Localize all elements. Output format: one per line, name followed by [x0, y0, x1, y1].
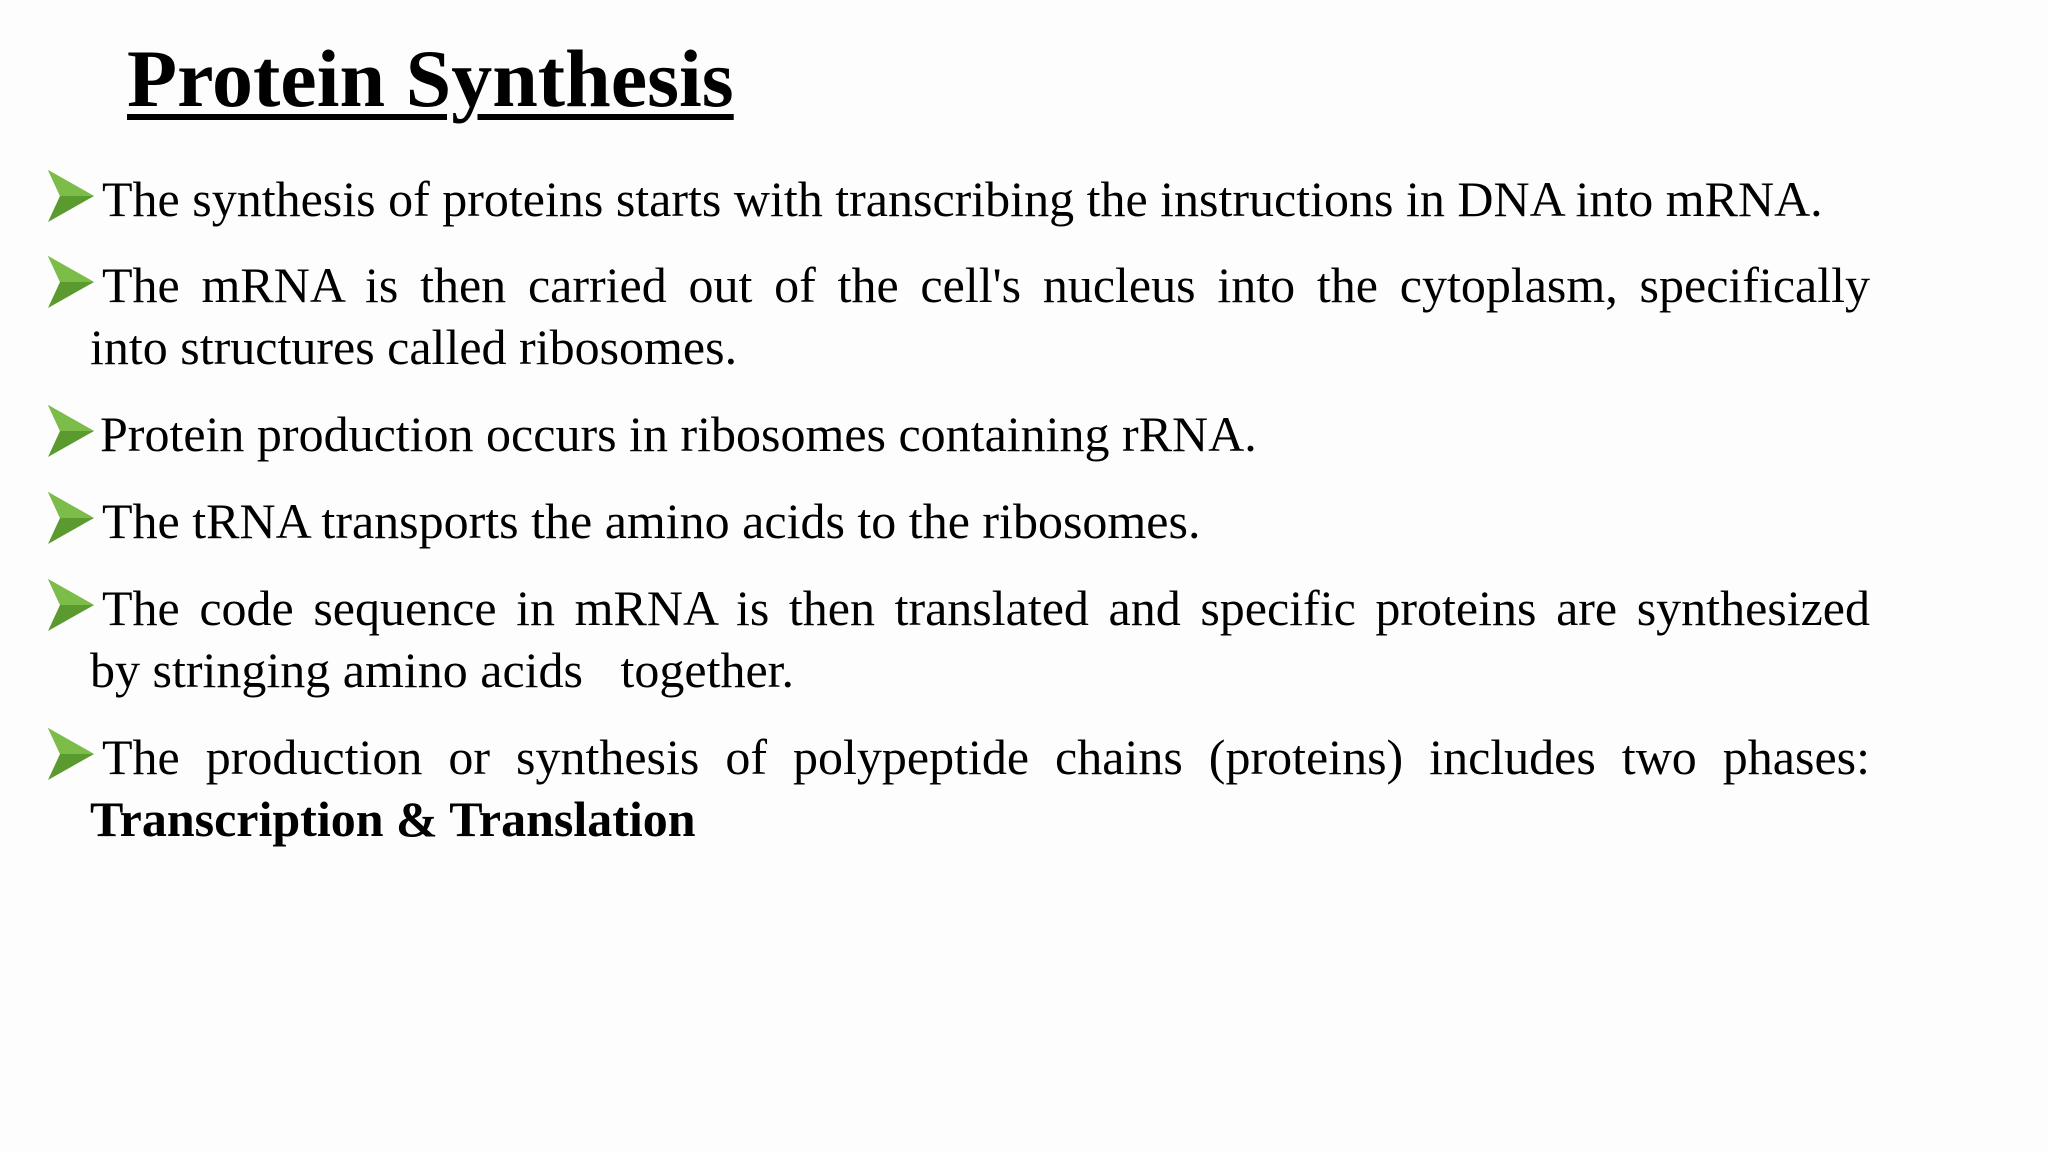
bullet-text: The production or synthesis of polypeptide chains (proteins) includes two phases:	[102, 729, 1870, 785]
arrow-bullet-icon	[46, 403, 96, 459]
bullet-text: The tRNA transports the amino acids to the ribosomes.	[102, 493, 1201, 549]
bullet-text: The code sequence in mRNA is then translated and specific proteins are synthesized	[102, 580, 1870, 636]
slide-title: Protein Synthesis	[127, 33, 734, 124]
bullet-text-continuation: into structures called ribosomes.	[90, 319, 738, 375]
arrow-bullet-icon	[46, 577, 96, 633]
arrow-bullet-icon	[46, 726, 96, 782]
bullet-text: The mRNA is then carried out of the cell's nucleus into the cytoplasm, specifically	[102, 257, 1870, 313]
arrow-bullet-icon	[46, 168, 96, 224]
arrow-bullet-icon	[46, 254, 96, 310]
bullet-text: Protein production occurs in ribosomes containing rRNA.	[100, 406, 1257, 462]
arrow-bullet-icon	[46, 490, 96, 546]
bullet-text-continuation: by stringing amino acids together.	[90, 642, 795, 698]
bullet-text-emphasis: Transcription & Translation	[90, 791, 696, 847]
bullet-text: The synthesis of proteins starts with transcribing the instructions in DNA into mRNA.	[102, 171, 1823, 227]
